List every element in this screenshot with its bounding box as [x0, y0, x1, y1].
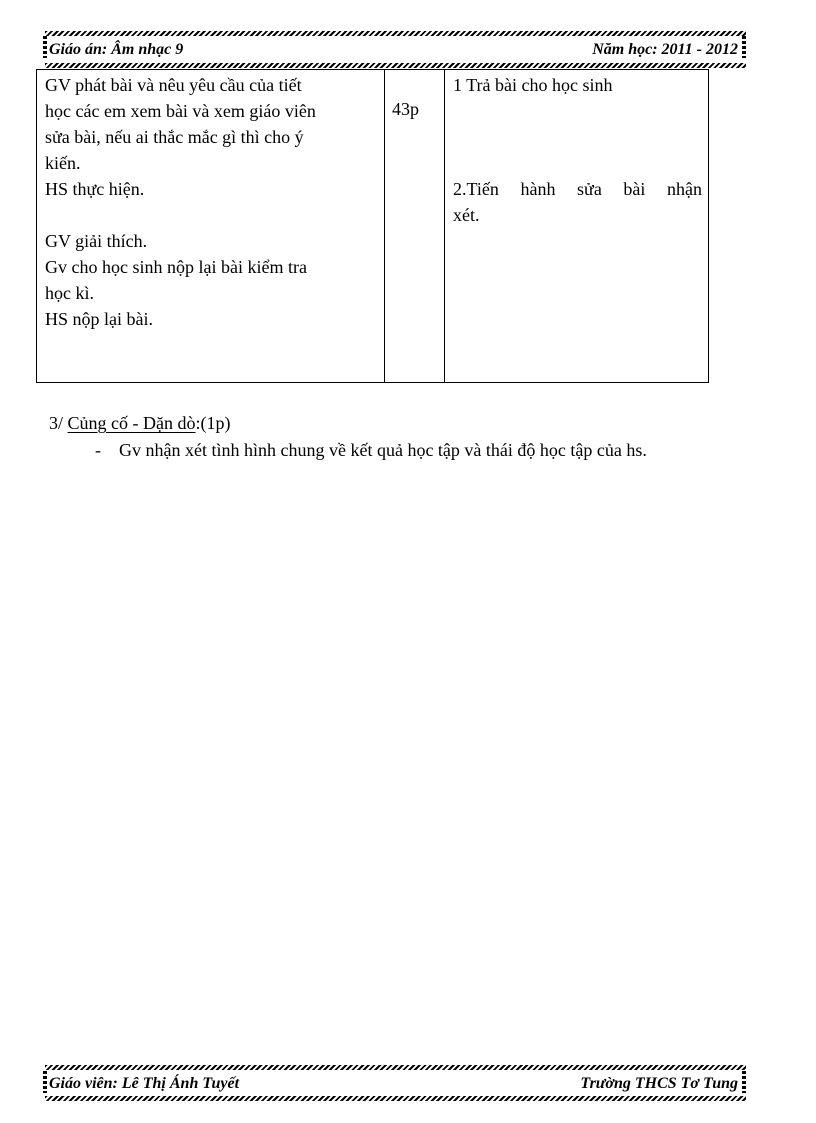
- content-line: 2.Tiến hành sửa bài nhận: [453, 179, 702, 199]
- footer-teacher: Giáo viên: Lê Thị Ánh Tuyết: [49, 1075, 240, 1092]
- activity-line: GV phát bài và nêu yêu cầu của tiết: [45, 75, 302, 95]
- lesson-table: [36, 69, 709, 383]
- activity-line: học các em xem bài và xem giáo viên: [45, 101, 316, 121]
- header-school-year: Năm học: 2011 - 2012: [592, 41, 738, 58]
- footer-top-border: [45, 1065, 746, 1070]
- activities-column: [37, 70, 385, 382]
- header-subject: Giáo án: Âm nhạc 9: [49, 41, 184, 58]
- content-column: [445, 70, 710, 382]
- footer-school: Trường THCS Tơ Tung: [580, 1075, 738, 1092]
- bullet-text: Gv nhận xét tình hình chung về kết quả học tập và thái độ học tập của hs.: [119, 440, 647, 460]
- activity-line: học kì.: [45, 283, 94, 303]
- list-item: [49, 437, 744, 463]
- activity-line: Gv cho học sinh nộp lại bài kiểm tra: [45, 257, 307, 277]
- activity-line: sửa bài, nếu ai thắc mắc gì thì cho ý: [45, 127, 304, 147]
- time-column: [385, 70, 445, 382]
- content-line: 1 Trả bài cho học sinh: [453, 75, 613, 95]
- section-title: Củng cố - Dặn dò: [67, 413, 196, 433]
- section-number: 3/: [49, 413, 68, 433]
- activity-line: GV giải thích.: [45, 231, 148, 251]
- section-duration: :(1p): [195, 413, 231, 433]
- bullet-dash: -: [95, 440, 101, 460]
- footer-bottom-border: [45, 1096, 746, 1101]
- content-line: xét.: [453, 205, 480, 225]
- header-right-border: [742, 36, 746, 58]
- time-value: 43p: [392, 99, 419, 119]
- header-top-border: [45, 31, 746, 36]
- activity-line: HS thực hiện.: [45, 179, 145, 199]
- header-left-border: [43, 36, 47, 58]
- footer-right-border: [742, 1071, 746, 1093]
- header-bottom-border: [45, 63, 746, 68]
- activity-line: kiến.: [45, 153, 81, 173]
- activity-line: HS nộp lại bài.: [45, 309, 153, 329]
- footer-left-border: [43, 1071, 47, 1093]
- consolidation-heading: [49, 410, 744, 436]
- consolidation-section: [49, 410, 744, 463]
